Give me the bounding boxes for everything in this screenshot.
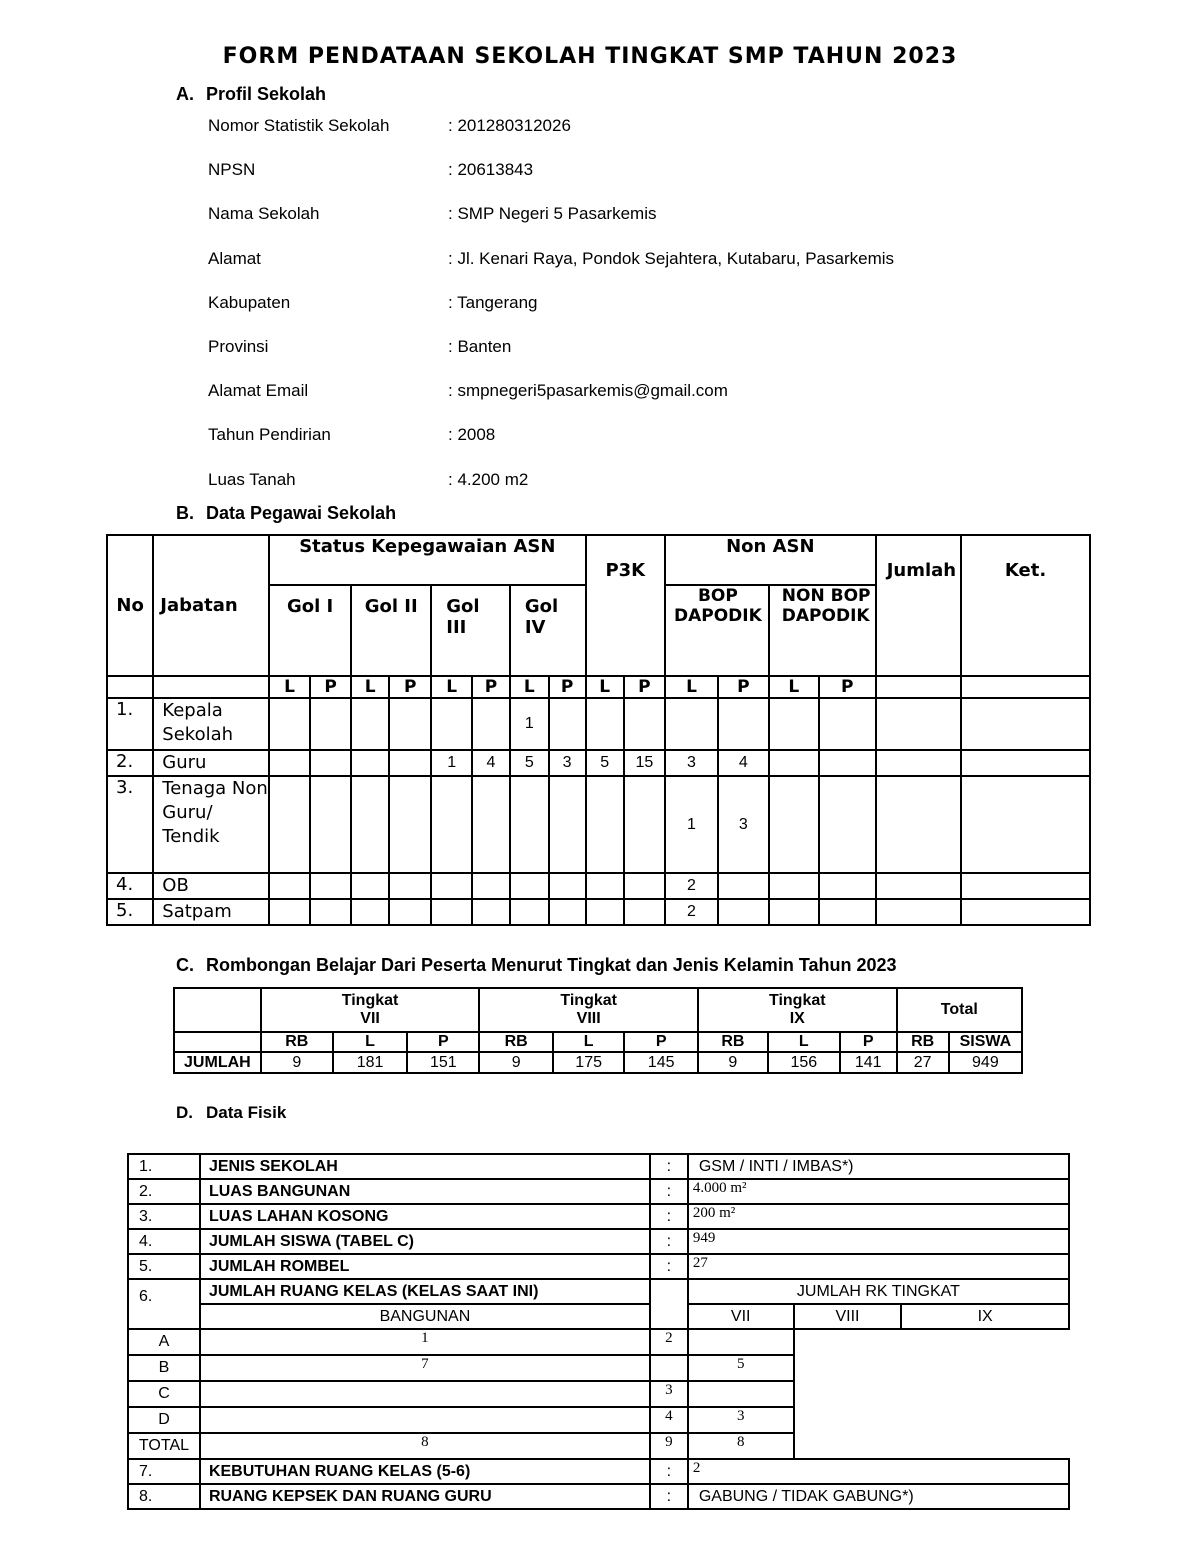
profile-label: Tahun Pendirian (208, 425, 331, 445)
value-cell: 181 (333, 1052, 407, 1073)
building-name: D (128, 1407, 200, 1433)
count-cell (389, 873, 431, 899)
row-number: 8. (128, 1484, 200, 1509)
count-cell (665, 698, 718, 750)
row-colon: : (650, 1179, 688, 1204)
row-label: JUMLAH ROMBEL (200, 1254, 650, 1279)
count-cell: 3 (549, 750, 586, 776)
row-number: 3. (107, 776, 153, 873)
header-p: P (389, 676, 431, 698)
row-number: 3. (128, 1204, 200, 1229)
rk-vii: 7 (200, 1355, 650, 1381)
section-letter: C. (176, 955, 194, 975)
header-nonbop-dapodik: NON BOP DAPODIK (769, 585, 876, 676)
header-gol-3: Gol III (431, 585, 510, 676)
count-cell (819, 899, 876, 925)
header-total: Total (897, 988, 1022, 1032)
row-colon: : (650, 1229, 688, 1254)
count-cell (269, 776, 310, 873)
count-cell (961, 698, 1090, 750)
row-colon: : (650, 1254, 688, 1279)
rk-viii: 3 (650, 1381, 688, 1407)
count-cell: 2 (665, 899, 718, 925)
bangunan-header: BANGUNAN (200, 1304, 650, 1329)
section-letter: B. (176, 503, 194, 523)
rk-viii: 4 (650, 1407, 688, 1433)
count-cell (586, 899, 624, 925)
profile-label: Alamat (208, 248, 261, 268)
data-row (128, 1229, 1069, 1254)
lp-header-row (107, 676, 1090, 698)
rk-row (128, 1407, 1069, 1433)
count-cell (769, 899, 819, 925)
count-cell: 4 (472, 750, 510, 776)
count-cell (269, 873, 310, 899)
row-value: 4.000 m² (688, 1179, 1069, 1204)
count-cell (269, 750, 310, 776)
count-cell (718, 899, 769, 925)
data-row (128, 1179, 1069, 1204)
row-label: KEBUTUHAN RUANG KELAS (5-6) (200, 1459, 650, 1484)
row-value: 2 (688, 1459, 1069, 1484)
subheader-cell: RB (261, 1032, 333, 1052)
count-cell: 3 (665, 750, 718, 776)
count-cell (718, 698, 769, 750)
row-label: RUANG KEPSEK DAN RUANG GURU (200, 1484, 650, 1509)
row-value: GSM / INTI / IMBAS*) (688, 1154, 1069, 1179)
section-d-heading (176, 1103, 286, 1123)
section-letter: D. (176, 1103, 193, 1122)
row-colon: : (650, 1484, 688, 1509)
rk-viii: 9 (650, 1433, 688, 1459)
count-cell: 15 (624, 750, 665, 776)
count-cell (351, 750, 389, 776)
count-cell (510, 776, 549, 873)
subheader-cell: RB (479, 1032, 553, 1052)
header-l: L (269, 676, 310, 698)
count-cell (624, 873, 665, 899)
count-cell: 5 (586, 750, 624, 776)
count-cell (549, 899, 586, 925)
row-value: 27 (688, 1254, 1069, 1279)
rk-vii: 1 (200, 1329, 650, 1355)
count-cell (472, 899, 510, 925)
count-cell (389, 698, 431, 750)
row-number: 1. (107, 698, 153, 750)
header-l: L (665, 676, 718, 698)
header-ix: IX (901, 1304, 1069, 1329)
count-cell (819, 750, 876, 776)
employee-table (106, 534, 1091, 926)
count-cell (961, 899, 1090, 925)
count-cell (549, 698, 586, 750)
row-number: 4. (107, 873, 153, 899)
count-cell (876, 899, 961, 925)
row-number: 5. (107, 899, 153, 925)
data-row (128, 1154, 1069, 1179)
count-cell (819, 776, 876, 873)
profile-label: Kabupaten (208, 292, 291, 312)
value-cell: 156 (768, 1052, 840, 1073)
profile-value: : 201280312026 (448, 116, 571, 135)
employee-row (107, 750, 1090, 776)
count-cell: 1 (510, 698, 549, 750)
profile-value: : Tangerang (448, 292, 538, 312)
count-cell (586, 776, 624, 873)
value-cell: 9 (479, 1052, 553, 1073)
rk-vii (200, 1381, 650, 1407)
data-row (128, 1204, 1069, 1229)
row-label: JUMLAH RUANG KELAS (KELAS SAAT INI) (200, 1279, 650, 1304)
rk-header: JUMLAH RK TINGKAT (688, 1279, 1069, 1304)
header-gol-2: Gol II (351, 585, 431, 676)
section-b-heading (176, 503, 396, 524)
count-cell (389, 750, 431, 776)
employee-row (107, 776, 1090, 873)
section-title: Data Pegawai Sekolah (206, 503, 397, 523)
row-value: GABUNG / TIDAK GABUNG*) (688, 1484, 1069, 1509)
subheader-cell: L (768, 1032, 840, 1052)
count-cell (586, 698, 624, 750)
count-cell (961, 750, 1090, 776)
count-cell (876, 776, 961, 873)
rombel-table (173, 987, 1023, 1074)
profile-value: : 20613843 (448, 160, 534, 180)
header-l: L (769, 676, 819, 698)
profile-label: Luas Tanah (208, 469, 296, 489)
header-gol-4: Gol IV (510, 585, 586, 676)
employee-row (107, 873, 1090, 899)
header-viii: VIII (794, 1304, 902, 1329)
section-title: Rombongan Belajar Dari Peserta Menurut Tingkat dan Jenis Kelamin Tahun 2023 (206, 955, 897, 975)
subheader-row (174, 1032, 1022, 1052)
count-cell (624, 698, 665, 750)
header-status-asn: Status Kepegawaian ASN (269, 535, 586, 585)
employee-row (107, 899, 1090, 925)
count-cell (310, 776, 351, 873)
rk-vii: 8 (200, 1433, 650, 1459)
count-cell (389, 776, 431, 873)
row-label: JUMLAH SISWA (TABEL C) (200, 1229, 650, 1254)
count-cell (310, 899, 351, 925)
row-number: 4. (128, 1229, 200, 1254)
rk-row (128, 1433, 1069, 1459)
row-number: 2. (107, 750, 153, 776)
count-cell (310, 750, 351, 776)
section-title: Profil Sekolah (206, 84, 327, 104)
section-a-heading (176, 84, 326, 105)
rk-ix: 3 (688, 1407, 794, 1433)
profile-value: : Banten (448, 337, 512, 356)
row-number: 5. (128, 1254, 200, 1279)
header-jabatan: Jabatan (153, 535, 269, 676)
header-jumlah: Jumlah (876, 535, 961, 676)
count-cell: 1 (665, 776, 718, 873)
jabatan-cell: Tenaga Non Guru/ Tendik (153, 776, 269, 873)
count-cell (718, 873, 769, 899)
count-cell (961, 776, 1090, 873)
header-p: P (819, 676, 876, 698)
jumlah-row (174, 1052, 1022, 1073)
count-cell (769, 776, 819, 873)
header-p: P (718, 676, 769, 698)
header-l: L (586, 676, 624, 698)
row-label: JENIS SEKOLAH (200, 1154, 650, 1179)
header-tingkat-9: Tingkat IX (698, 988, 897, 1032)
count-cell (389, 899, 431, 925)
count-cell (310, 873, 351, 899)
subheader-cell: L (553, 1032, 624, 1052)
count-cell (431, 899, 472, 925)
value-cell: 151 (407, 1052, 479, 1073)
subheader-cell: P (407, 1032, 479, 1052)
count-cell (269, 698, 310, 750)
jabatan-cell: Guru (153, 750, 269, 776)
count-cell (351, 873, 389, 899)
subheader-cell: RB (698, 1032, 768, 1052)
count-cell (431, 873, 472, 899)
count-cell (586, 873, 624, 899)
rk-viii (650, 1355, 688, 1381)
count-cell (624, 776, 665, 873)
header-ket: Ket. (961, 535, 1090, 676)
value-cell: 9 (261, 1052, 333, 1073)
data-row (128, 1254, 1069, 1279)
header-p3k: P3K (586, 535, 665, 676)
count-cell (510, 873, 549, 899)
row-number: 2. (128, 1179, 200, 1204)
profile-label: Nama Sekolah (208, 204, 320, 224)
subheader-cell: RB (897, 1032, 949, 1052)
count-cell: 2 (665, 873, 718, 899)
header-p: P (624, 676, 665, 698)
header-tingkat-8: Tingkat VIII (479, 988, 698, 1032)
jabatan-cell: OB (153, 873, 269, 899)
section-letter: A. (176, 84, 194, 104)
subheader-cell: P (840, 1032, 897, 1052)
rk-vii (200, 1407, 650, 1433)
profile-value: : smpnegeri5pasarkemis@gmail.com (448, 381, 728, 401)
rk-ix (688, 1329, 794, 1355)
header-l: L (351, 676, 389, 698)
value-cell: 27 (897, 1052, 949, 1073)
physical-data-table (127, 1153, 1070, 1510)
count-cell (769, 750, 819, 776)
count-cell (431, 776, 472, 873)
rk-row (128, 1329, 1069, 1355)
count-cell (819, 873, 876, 899)
count-cell (769, 698, 819, 750)
header-no: No (107, 535, 153, 676)
count-cell (351, 899, 389, 925)
section-c-heading (176, 955, 897, 976)
count-cell (310, 698, 351, 750)
count-cell (472, 873, 510, 899)
header-l: L (431, 676, 472, 698)
building-name: B (128, 1355, 200, 1381)
header-p: P (472, 676, 510, 698)
value-cell: 145 (624, 1052, 698, 1073)
count-cell: 4 (718, 750, 769, 776)
row-value: 200 m² (688, 1204, 1069, 1229)
section-title: Data Fisik (206, 1103, 287, 1122)
profile-label: Alamat Email (208, 381, 309, 401)
row-label: JUMLAH (174, 1052, 261, 1073)
row-number: 7. (128, 1459, 200, 1484)
count-cell (819, 698, 876, 750)
profile-value: : 4.200 m2 (448, 469, 529, 489)
rk-row (128, 1381, 1069, 1407)
count-cell (549, 873, 586, 899)
count-cell: 1 (431, 750, 472, 776)
rk-ix: 5 (688, 1355, 794, 1381)
count-cell (472, 776, 510, 873)
profile-label: NPSN (208, 160, 256, 180)
subheader-cell: L (333, 1032, 407, 1052)
row-value: 949 (688, 1229, 1069, 1254)
count-cell (431, 698, 472, 750)
header-non-asn: Non ASN (665, 535, 876, 585)
count-cell (472, 698, 510, 750)
count-cell (351, 698, 389, 750)
header-l: L (510, 676, 549, 698)
row-label: LUAS BANGUNAN (200, 1179, 650, 1204)
value-cell: 9 (698, 1052, 768, 1073)
count-cell (876, 698, 961, 750)
row-colon: : (650, 1154, 688, 1179)
count-cell: 3 (718, 776, 769, 873)
header-vii: VII (688, 1304, 794, 1329)
value-cell: 141 (840, 1052, 897, 1073)
count-cell (269, 899, 310, 925)
profile-label: Provinsi (208, 337, 269, 356)
employee-row (107, 698, 1090, 750)
profile-value: : Jl. Kenari Raya, Pondok Sejahtera, Kutabaru, Pasarkemis (448, 248, 895, 268)
profile-value: : SMP Negeri 5 Pasarkemis (448, 204, 657, 224)
jabatan-cell: Satpam (153, 899, 269, 925)
row-colon: : (650, 1204, 688, 1229)
count-cell (510, 899, 549, 925)
count-cell (624, 899, 665, 925)
rk-viii: 2 (650, 1329, 688, 1355)
rk-ix: 8 (688, 1433, 794, 1459)
count-cell (876, 750, 961, 776)
subheader-cell: SISWA (949, 1032, 1022, 1052)
value-cell: 175 (553, 1052, 624, 1073)
subheader-cell: P (624, 1032, 698, 1052)
count-cell (769, 873, 819, 899)
building-name: TOTAL (128, 1433, 200, 1459)
header-p: P (549, 676, 586, 698)
row-number: 1. (128, 1154, 200, 1179)
count-cell: 5 (510, 750, 549, 776)
header-p: P (310, 676, 351, 698)
data-row (128, 1484, 1069, 1509)
building-name: C (128, 1381, 200, 1407)
count-cell (549, 776, 586, 873)
profile-value: : 2008 (448, 425, 496, 445)
header-gol-1: Gol I (269, 585, 351, 676)
row-label: LUAS LAHAN KOSONG (200, 1204, 650, 1229)
profile-label: Nomor Statistik Sekolah (208, 116, 390, 135)
page-title: FORM PENDATAAN SEKOLAH TINGKAT SMP TAHUN 2023 (222, 44, 958, 69)
row-number: 6. (128, 1279, 200, 1329)
rk-ix (688, 1381, 794, 1407)
count-cell (351, 776, 389, 873)
header-bop-dapodik: BOP DAPODIK (665, 585, 769, 676)
rk-row (128, 1355, 1069, 1381)
header-tingkat-7: Tingkat VII (261, 988, 480, 1032)
data-row (128, 1459, 1069, 1484)
row-colon: : (650, 1459, 688, 1484)
value-cell: 949 (949, 1052, 1022, 1073)
count-cell (876, 873, 961, 899)
building-name: A (128, 1329, 200, 1355)
count-cell (961, 873, 1090, 899)
jabatan-cell: Kepala Sekolah (153, 698, 269, 750)
